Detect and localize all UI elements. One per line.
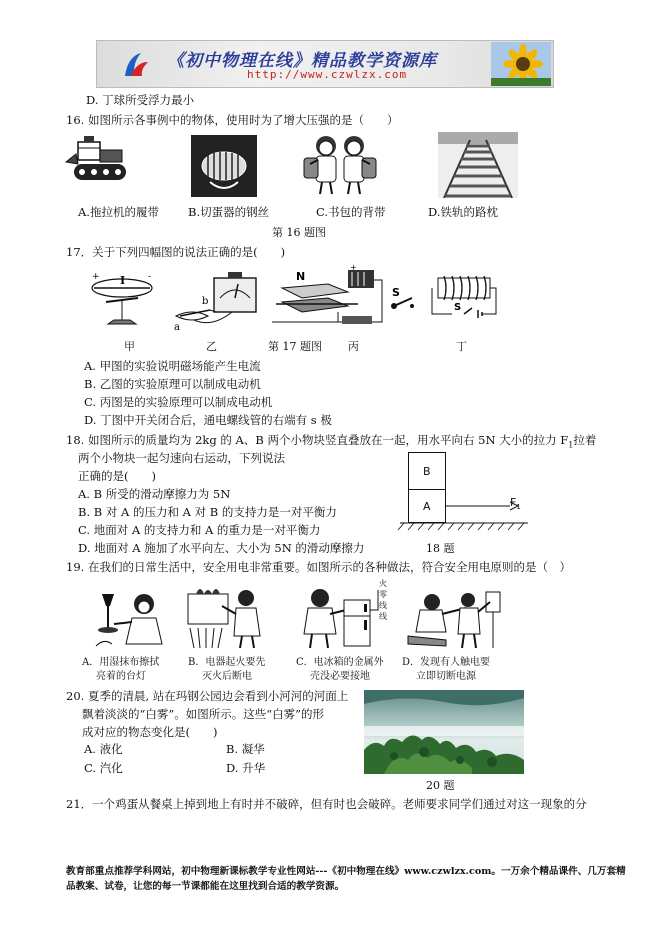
q18-stem-subscript: 1: [568, 440, 574, 450]
q18-stem-line1: [66, 432, 596, 449]
q19-option-b-line2: 灭火后断电: [202, 671, 252, 682]
q20-option-c: C. 汽化: [84, 761, 123, 775]
q16-stem: 16. 如图所示各事例中的物体，使用时为了增大压强的是（ ）: [66, 113, 399, 127]
sunflower-icon: [491, 42, 551, 86]
svg-text:+: +: [350, 263, 357, 272]
q18-blocks-figure: [392, 452, 528, 532]
svg-text:S: S: [392, 286, 400, 299]
force-label-text: F: [510, 496, 517, 509]
figure-wet-cloth-lamp: [92, 588, 170, 650]
q18-stem-line3: 正确的是( ): [78, 469, 156, 483]
banner-url[interactable]: http://www.czwlzx.com: [247, 68, 408, 81]
q15-option-d: D. 丁球所受浮力最小: [86, 93, 195, 107]
q19-stem: 19. 在我们的日常生活中，安全用电非常重要。如图所示的各种做法，符合安全用电原则的是（ ）: [66, 560, 571, 574]
q19-option-c-line1: C．电冰箱的金属外: [296, 657, 384, 668]
q17-stem: 17．关于下列四幅图的说法正确的是( ): [66, 245, 286, 259]
figure-ding-solenoid: [428, 274, 500, 322]
figure-jia-current-wire: [86, 268, 158, 334]
river-fog-photo: [364, 690, 524, 774]
fire-zero-line-label: [376, 578, 390, 622]
q20-option-a: A. 液化: [84, 742, 123, 756]
q20-caption: 20 题: [426, 779, 455, 792]
q16-option-a: A.拖拉机的履带: [78, 205, 159, 219]
q18-stem-line2: 两个小物块一起匀速向右运动，下列说法: [78, 451, 285, 465]
tractor-figure: [64, 134, 134, 196]
q17-option-d: D. 丁图中开关闭合后，通电螺线管的右端有 s 极: [84, 413, 332, 427]
figure-appliance-fire: [186, 584, 268, 650]
q17-label-bing: 丙: [348, 340, 359, 353]
q20-option-d: D. 升华: [226, 761, 266, 775]
svg-text:S: S: [454, 302, 462, 313]
block-b-label: B: [423, 465, 431, 478]
q18-caption: 18 题: [426, 542, 455, 555]
q18-option-c: C. 地面对 A 的支持力和 A 的重力是一对平衡力: [78, 523, 321, 537]
svg-text:b: b: [202, 296, 209, 307]
fire-zero-line-label-top: 火零: [379, 579, 387, 599]
logo-icon: [121, 50, 151, 80]
q19-option-c: [296, 656, 384, 684]
svg-text:a: a: [174, 322, 180, 332]
q19-option-a: [82, 656, 159, 684]
q17-label-yi: 乙: [206, 340, 217, 353]
force-label-subscript: 1: [516, 503, 521, 512]
q20-option-b: B. 凝华: [226, 742, 265, 756]
q17-option-a: A. 甲图的实验说明磁场能产生电流: [84, 359, 261, 373]
q20-stem-line1: 20. 夏季的清晨, 站在玛钢公园边会看到小河河的河面上: [66, 689, 349, 703]
figure-yi-galvanometer: [172, 270, 264, 332]
q16-option-b: B.切蛋器的钢丝: [188, 205, 270, 219]
backpack-kids-figure: [300, 132, 380, 196]
q18-option-a: A. B 所受的滑动摩擦力为 5N: [78, 487, 231, 501]
q16-caption: 第 16 题图: [272, 226, 326, 239]
q18-stem-text: 18. 如图所示的质量均为 2kg 的 A、B 两个小物块竖直叠放在一起，用水平向右 5N 大小的拉力 F: [66, 433, 569, 447]
banner-title: 《初中物理在线》精品教学资源库: [167, 51, 437, 71]
railway-track-figure: [438, 132, 518, 198]
q18-stem-end: 拉着: [573, 433, 597, 447]
q19-option-d-line1: D．发现有人触电要: [402, 657, 491, 668]
q17-option-c: C. 丙图是的实验原理可以制成电动机: [84, 395, 273, 409]
q19-option-d-line2: 立即切断电源: [416, 671, 476, 682]
q18-option-d: D. 地面对 A 施加了水平向左、大小为 5N 的滑动摩擦力: [78, 541, 365, 555]
q17-label-jia: 甲: [124, 340, 135, 353]
q21-stem: 21．一个鸡蛋从餐桌上掉到地上有时并不破碎，但有时也会破碎。老师要求同学们通过对这一现象的分: [66, 797, 587, 811]
figure-electric-shock: [406, 582, 502, 650]
q20-stem-line3: 成对应的物态变化是( ): [82, 725, 218, 739]
q20-stem-line2: 飘着淡淡的“白雾”。如图所示。这些“白雾”的形: [82, 707, 325, 721]
q17-option-b: B. 乙图的实验原理可以制成电动机: [84, 377, 261, 391]
q17-caption: 第 17 题图: [268, 340, 322, 353]
q16-option-c: C.书包的背带: [316, 205, 386, 219]
q16-option-d: D.铁轨的路枕: [428, 205, 498, 219]
q19-option-a-line2: 亮着的台灯: [96, 671, 146, 682]
svg-text:I: I: [120, 274, 126, 287]
figure-fridge-ground: [298, 580, 384, 650]
q19-option-c-line2: 壳没必要接地: [310, 671, 370, 682]
q19-option-d: [402, 656, 490, 684]
page-footer: 教育部重点推荐学科网站，初中物理新课标教学专业性网站---《初中物理在线》www.czwlzx.com。一万余个精品课件、几万套精品教案、试卷，让您的每一节课都能在这里找到合适的教学资源。: [66, 866, 626, 892]
q19-option-a-line1: A．用湿抹布擦拭: [82, 657, 160, 668]
svg-text:N: N: [296, 270, 306, 283]
egg-slicer-figure: [190, 134, 258, 198]
q19-option-b: [188, 656, 265, 684]
force-label: [510, 496, 521, 511]
q17-label-ding: 丁: [456, 340, 467, 353]
header-banner: [96, 40, 554, 88]
q18-option-b: B. B 对 A 的压力和 A 对 B 的支持力是一对平衡力: [78, 505, 337, 519]
q19-option-b-line1: B．电器起火要先: [188, 657, 266, 668]
svg-text:-: -: [148, 272, 152, 282]
svg-text:+: +: [92, 272, 100, 282]
fire-zero-line-label-bottom: 线线: [379, 601, 387, 621]
force-arrow-and-ground: [392, 452, 528, 532]
block-a-label: A: [423, 500, 431, 513]
figure-bing-switch: [388, 282, 418, 316]
figure-bing-motor: [268, 262, 388, 332]
